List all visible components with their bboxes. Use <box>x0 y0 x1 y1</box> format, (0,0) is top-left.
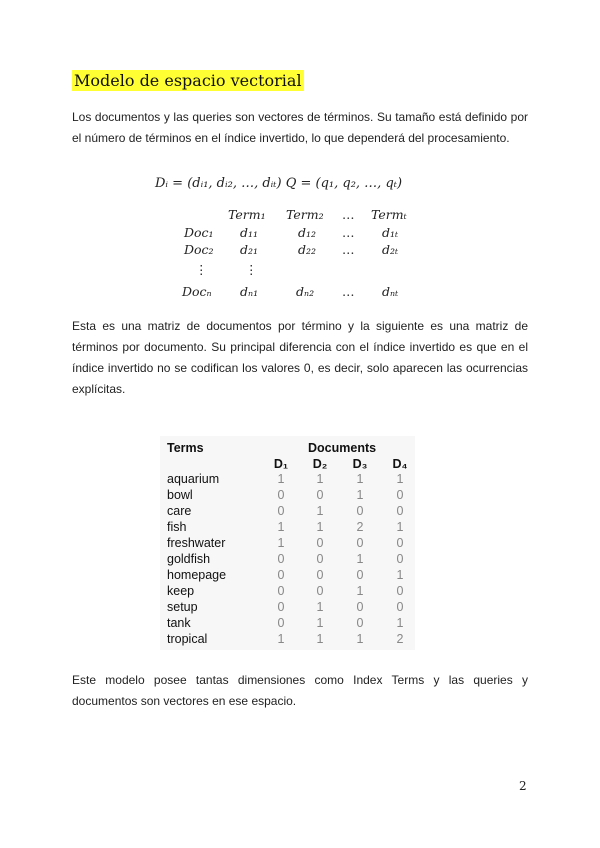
term-count: 1 <box>316 616 324 630</box>
term-count: 0 <box>277 600 285 614</box>
term-count: 1 <box>277 632 285 646</box>
term-count: 0 <box>396 584 404 598</box>
term-label: goldfish <box>167 552 211 566</box>
term-count: 0 <box>277 488 285 502</box>
matrix-cell: d₂₁ <box>240 242 259 257</box>
term-count: 0 <box>316 584 324 598</box>
term-count: 1 <box>316 632 324 646</box>
matrix-cell: d₁₂ <box>298 225 317 240</box>
term-count: 0 <box>277 568 285 582</box>
matrix-header-term1: Term₁ <box>228 207 266 222</box>
term-count: 0 <box>356 616 364 630</box>
term-label: setup <box>167 600 198 614</box>
matrix-row-label: Doc₂ <box>184 242 214 257</box>
term-count: 0 <box>396 552 404 566</box>
term-count: 2 <box>396 632 404 646</box>
term-count: 0 <box>356 504 364 518</box>
term-count: 0 <box>396 600 404 614</box>
matrix-cell: … <box>342 284 355 299</box>
term-count: 1 <box>396 568 404 582</box>
matrix-explanation-paragraph: Esta es una matriz de documentos por término y la siguiente es una matriz de términos por documento. Su principal diferencia con el índice invertido es que en el índice invertido no se codifican los valores 0, es decir, solo aparecen las ocurrencias explícitas. <box>72 319 528 396</box>
doc-header: D₂ <box>312 457 328 471</box>
matrix-row-label: Docₙ <box>182 284 212 299</box>
matrix-cell: … <box>342 225 355 240</box>
term-count: 0 <box>277 504 285 518</box>
term-count: 1 <box>316 504 324 518</box>
term-count: 0 <box>356 600 364 614</box>
documents-header: Documents <box>308 441 377 455</box>
matrix-vdots: ⋮ <box>195 262 208 277</box>
intro-paragraph: Los documentos y las queries son vectores de términos. Su tamaño está definido por el número de términos en el índice invertido, lo que dependerá del procesamiento. <box>72 110 528 145</box>
doc-header: D₁ <box>273 457 289 471</box>
term-label: bowl <box>167 488 193 502</box>
term-count: 1 <box>277 472 285 486</box>
term-label: aquarium <box>167 472 220 486</box>
matrix-cell: dₙ₂ <box>296 284 315 299</box>
term-count: 0 <box>356 536 364 550</box>
term-count: 0 <box>316 536 324 550</box>
matrix-header-ellipsis: … <box>342 207 355 222</box>
term-count: 1 <box>396 520 404 534</box>
term-count: 0 <box>396 488 404 502</box>
matrix-cell: d₂ₜ <box>382 242 399 257</box>
term-count: 1 <box>356 472 364 486</box>
dimensions-paragraph: Este modelo posee tantas dimensiones como Index Terms y las queries y documentos son vectores en ese espacio. <box>72 673 528 708</box>
term-count: 0 <box>316 488 324 502</box>
term-count: 0 <box>316 552 324 566</box>
term-count: 0 <box>277 552 285 566</box>
term-count: 0 <box>396 536 404 550</box>
term-label: homepage <box>167 568 227 582</box>
term-count: 1 <box>356 584 364 598</box>
vector-formula: Dᵢ = (dᵢ₁, dᵢ₂, …, dᵢₜ) Q = (q₁, q₂, …, qₜ) <box>155 176 403 191</box>
matrix-cell: d₁₁ <box>240 225 259 240</box>
matrix-cell: dₙ₁ <box>240 284 259 299</box>
term-count: 1 <box>277 520 285 534</box>
matrix-cell: d₁ₜ <box>382 225 399 240</box>
matrix-header-term2: Term₂ <box>286 207 324 222</box>
term-count: 1 <box>316 520 324 534</box>
matrix-cell: dₙₜ <box>382 284 399 299</box>
term-count: 1 <box>396 616 404 630</box>
term-count: 1 <box>356 488 364 502</box>
term-count: 1 <box>356 632 364 646</box>
matrix-vdots: ⋮ <box>245 262 258 277</box>
terms-header: Terms <box>167 441 204 455</box>
term-label: tank <box>167 616 191 630</box>
term-count: 1 <box>316 472 324 486</box>
term-label: tropical <box>167 632 208 646</box>
term-label: freshwater <box>167 536 226 550</box>
term-label: care <box>167 504 192 518</box>
page-number: 2 <box>519 779 527 793</box>
term-count: 0 <box>277 584 285 598</box>
matrix-header-termt: Termₜ <box>371 207 407 222</box>
doc-header: D₄ <box>392 457 408 471</box>
term-count: 1 <box>396 472 404 486</box>
section-heading: Modelo de espacio vectorial <box>74 71 302 90</box>
term-label: keep <box>167 584 195 598</box>
term-count: 1 <box>356 552 364 566</box>
term-count: 0 <box>396 504 404 518</box>
term-count: 0 <box>316 568 324 582</box>
matrix-cell: d₂₂ <box>298 242 317 257</box>
doc-header: D₃ <box>352 457 368 471</box>
term-count: 2 <box>356 520 364 534</box>
matrix-row-label: Doc₁ <box>184 225 214 240</box>
term-count: 0 <box>277 616 285 630</box>
term-count: 0 <box>356 568 364 582</box>
term-document-table <box>160 436 415 650</box>
matrix-cell: … <box>342 242 355 257</box>
term-count: 1 <box>277 536 285 550</box>
term-label: fish <box>167 520 187 534</box>
term-count: 1 <box>316 600 324 614</box>
